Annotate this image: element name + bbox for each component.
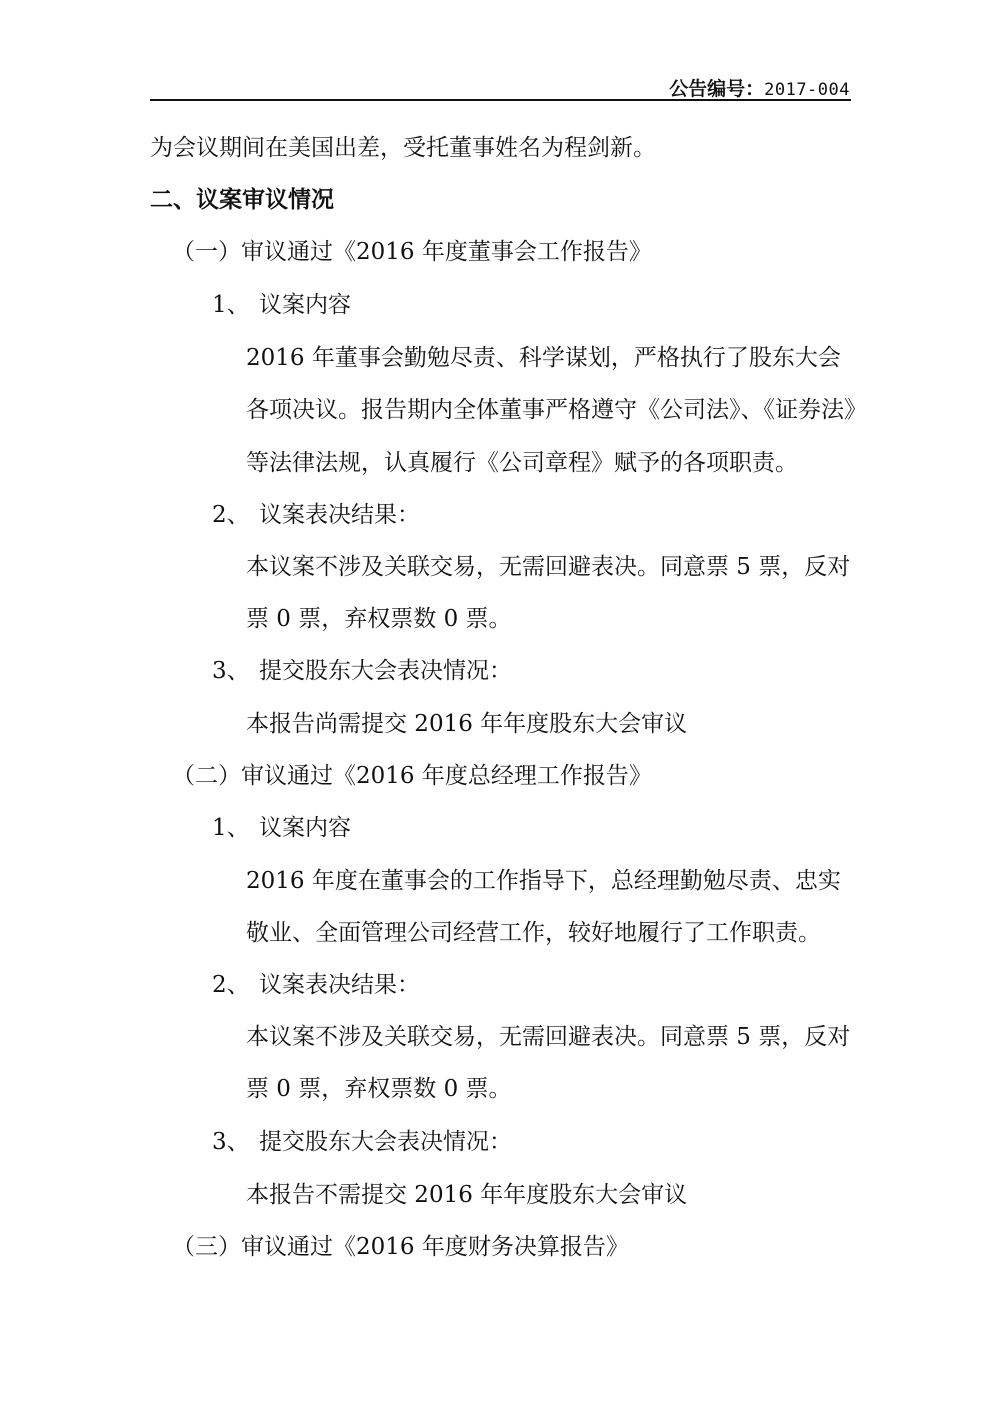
- item-body-line: 等法律法规，认真履行《公司章程》赋予的各项职责。: [246, 450, 798, 476]
- item-body-line: 敬业、全面管理公司经营工作，较好地履行了工作职责。: [246, 920, 821, 946]
- item-heading: [212, 813, 351, 843]
- item-body-line: 本报告不需提交 2016 年年度股东大会审议: [246, 1182, 688, 1208]
- item-heading: [212, 1127, 512, 1157]
- announcement-number-label: 公告编号：: [669, 78, 765, 100]
- item-title: 议案内容: [259, 815, 351, 841]
- item-heading: [212, 656, 512, 686]
- header-divider: [150, 99, 851, 101]
- motion-heading: （一）审议通过《2016 年度董事会工作报告》: [172, 239, 652, 265]
- item-title: 提交股东大会表决情况：: [259, 658, 512, 684]
- item-body-line: 各项决议。报告期内全体董事严格遵守《公司法》、《证券法》: [246, 397, 867, 423]
- item-heading: [212, 970, 420, 1000]
- item-body-line: 票 0 票，弃权票数 0 票。: [246, 606, 512, 632]
- item-body-line: 本报告尚需提交 2016 年年度股东大会审议: [246, 711, 688, 737]
- motion-heading: （三）审议通过《2016 年度财务决算报告》: [172, 1234, 629, 1260]
- item-number: 2、: [212, 972, 250, 998]
- item-title: 议案表决结果：: [259, 502, 420, 528]
- item-number: 1、: [212, 292, 250, 318]
- announcement-number: [669, 74, 850, 101]
- item-heading: [212, 290, 351, 320]
- intro-paragraph: 为会议期间在美国出差，受托董事姓名为程剑新。: [150, 135, 656, 161]
- item-number: 2、: [212, 502, 250, 528]
- item-title: 提交股东大会表决情况：: [259, 1129, 512, 1155]
- motion-heading: （二）审议通过《2016 年度总经理工作报告》: [172, 763, 652, 789]
- item-number: 1、: [212, 815, 250, 841]
- section-title: 二、议案审议情况: [150, 186, 334, 213]
- item-body-line: 本议案不涉及关联交易，无需回避表决。同意票 5 票，反对: [246, 554, 851, 580]
- item-body-line: 2016 年董事会勤勉尽责、科学谋划，严格执行了股东大会: [246, 345, 841, 371]
- item-title: 议案表决结果：: [259, 972, 420, 998]
- item-body-line: 2016 年度在董事会的工作指导下，总经理勤勉尽责、忠实: [246, 868, 841, 894]
- item-title: 议案内容: [259, 292, 351, 318]
- item-number: 3、: [212, 658, 250, 684]
- item-number: 3、: [212, 1129, 250, 1155]
- item-heading: [212, 500, 420, 530]
- item-body-line: 本议案不涉及关联交易，无需回避表决。同意票 5 票，反对: [246, 1024, 851, 1050]
- announcement-number-value: 2017-004: [764, 80, 850, 100]
- item-body-line: 票 0 票，弃权票数 0 票。: [246, 1076, 512, 1102]
